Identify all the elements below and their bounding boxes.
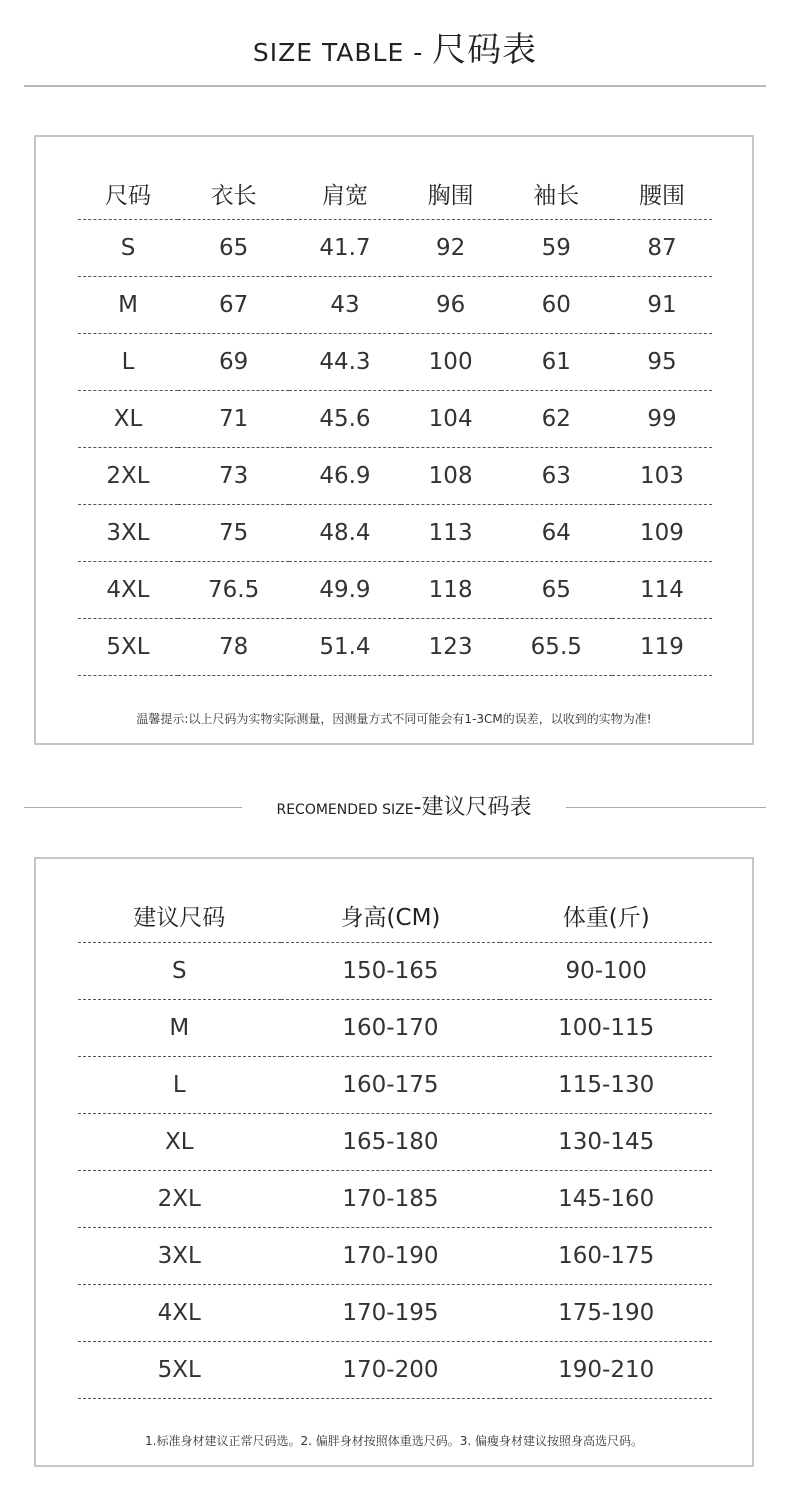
table-cell: 95 xyxy=(612,334,712,391)
table-row xyxy=(78,1000,712,1057)
table-cell: 145-160 xyxy=(500,1171,712,1228)
table-cell: 78 xyxy=(178,619,289,676)
recommend-table-panel xyxy=(34,857,754,1467)
table-cell: 43 xyxy=(289,277,400,334)
table-cell: 64 xyxy=(501,505,612,562)
table-row xyxy=(78,1228,712,1285)
table-cell: 170-190 xyxy=(281,1228,501,1285)
table-cell: 100-115 xyxy=(500,1000,712,1057)
table-cell: 73 xyxy=(178,448,289,505)
table-row xyxy=(78,943,712,1000)
table-cell: 49.9 xyxy=(289,562,400,619)
size-table-note: 温馨提示:以上尺码为实物实际测量，因测量方式不同可能会有1-3CM的误差，以收到的实物为准! xyxy=(136,712,652,726)
table-cell: 46.9 xyxy=(289,448,400,505)
table-cell: 190-210 xyxy=(500,1342,712,1399)
table-cell: 99 xyxy=(612,391,712,448)
table-cell: 69 xyxy=(178,334,289,391)
table-cell: 119 xyxy=(612,619,712,676)
table-cell: 96 xyxy=(401,277,501,334)
table-row xyxy=(78,1285,712,1342)
table-cell: 118 xyxy=(401,562,501,619)
table-cell: 5XL xyxy=(78,1342,281,1399)
table-cell: 65 xyxy=(501,562,612,619)
table-cell: 92 xyxy=(401,220,501,277)
table-row xyxy=(78,448,712,505)
table-cell: 109 xyxy=(612,505,712,562)
recommend-title xyxy=(0,790,790,821)
table-cell: XL xyxy=(78,391,178,448)
table-cell: 150-165 xyxy=(281,943,501,1000)
table-cell: XL xyxy=(78,1114,281,1171)
table-cell: 44.3 xyxy=(289,334,400,391)
size-table-panel xyxy=(34,135,754,745)
table-cell: 67 xyxy=(178,277,289,334)
table-cell: 63 xyxy=(501,448,612,505)
col-shoulder: 肩宽 xyxy=(289,167,400,220)
table-cell: 104 xyxy=(401,391,501,448)
table-cell: 60 xyxy=(501,277,612,334)
col-length: 衣长 xyxy=(178,167,289,220)
table-cell: 51.4 xyxy=(289,619,400,676)
table-cell: M xyxy=(78,1000,281,1057)
title-divider xyxy=(24,85,766,87)
table-row xyxy=(78,1057,712,1114)
table-cell: 115-130 xyxy=(500,1057,712,1114)
recommend-title-english: RECOMENDED SIZE xyxy=(276,802,414,818)
table-cell: 2XL xyxy=(78,1171,281,1228)
table-cell: 160-175 xyxy=(500,1228,712,1285)
table-cell: 123 xyxy=(401,619,501,676)
col-waist: 腰围 xyxy=(612,167,712,220)
table-cell: 71 xyxy=(178,391,289,448)
table-cell: 170-200 xyxy=(281,1342,501,1399)
col-sleeve: 袖长 xyxy=(501,167,612,220)
table-cell: 5XL xyxy=(78,619,178,676)
recommend-table-note: 1.标准身材建议正常尺码选。2. 偏胖身材按照体重选尺码。3. 偏瘦身材建议按照身高选尺码。 xyxy=(145,1434,643,1448)
col-chest: 胸围 xyxy=(401,167,501,220)
table-row xyxy=(78,391,712,448)
table-cell: 65 xyxy=(178,220,289,277)
recommend-title-chinese: -建议尺码表 xyxy=(413,795,532,820)
page-title xyxy=(0,22,790,71)
table-cell: 65.5 xyxy=(501,619,612,676)
table-cell: 76.5 xyxy=(178,562,289,619)
table-cell: 108 xyxy=(401,448,501,505)
table-cell: 100 xyxy=(401,334,501,391)
table-cell: 170-185 xyxy=(281,1171,501,1228)
table-row xyxy=(78,505,712,562)
col-size: 尺码 xyxy=(78,167,178,220)
table-cell: 62 xyxy=(501,391,612,448)
title-english: SIZE TABLE - xyxy=(252,38,433,67)
col-recommended-size: 建议尺码 xyxy=(78,889,281,943)
table-cell: 165-180 xyxy=(281,1114,501,1171)
recommend-table-header-row xyxy=(78,889,712,943)
recommend-table xyxy=(78,889,712,1399)
recommend-section-header xyxy=(0,790,790,826)
table-cell: 2XL xyxy=(78,448,178,505)
table-cell: 4XL xyxy=(78,1285,281,1342)
col-weight: 体重(斤) xyxy=(500,889,712,943)
table-cell: 4XL xyxy=(78,562,178,619)
table-row xyxy=(78,1171,712,1228)
table-cell: S xyxy=(78,220,178,277)
col-height: 身高(CM) xyxy=(281,889,501,943)
table-row xyxy=(78,334,712,391)
table-cell: 114 xyxy=(612,562,712,619)
table-cell: 160-170 xyxy=(281,1000,501,1057)
table-cell: 170-195 xyxy=(281,1285,501,1342)
title-chinese: 尺码表 xyxy=(432,30,538,70)
table-cell: 61 xyxy=(501,334,612,391)
table-cell: 130-145 xyxy=(500,1114,712,1171)
table-cell: 160-175 xyxy=(281,1057,501,1114)
table-cell: 3XL xyxy=(78,505,178,562)
table-row xyxy=(78,1342,712,1399)
table-cell: 75 xyxy=(178,505,289,562)
table-cell: 59 xyxy=(501,220,612,277)
size-table-header-row xyxy=(78,167,712,220)
table-cell: 87 xyxy=(612,220,712,277)
table-cell: 3XL xyxy=(78,1228,281,1285)
table-cell: S xyxy=(78,943,281,1000)
table-cell: 113 xyxy=(401,505,501,562)
size-table xyxy=(78,167,712,676)
table-cell: L xyxy=(78,334,178,391)
table-cell: M xyxy=(78,277,178,334)
table-cell: 45.6 xyxy=(289,391,400,448)
table-row xyxy=(78,1114,712,1171)
table-cell: 103 xyxy=(612,448,712,505)
table-row xyxy=(78,277,712,334)
table-row xyxy=(78,619,712,676)
table-cell: 41.7 xyxy=(289,220,400,277)
table-row xyxy=(78,220,712,277)
table-cell: 175-190 xyxy=(500,1285,712,1342)
table-cell: 90-100 xyxy=(500,943,712,1000)
table-row xyxy=(78,562,712,619)
table-cell: L xyxy=(78,1057,281,1114)
table-cell: 91 xyxy=(612,277,712,334)
table-cell: 48.4 xyxy=(289,505,400,562)
